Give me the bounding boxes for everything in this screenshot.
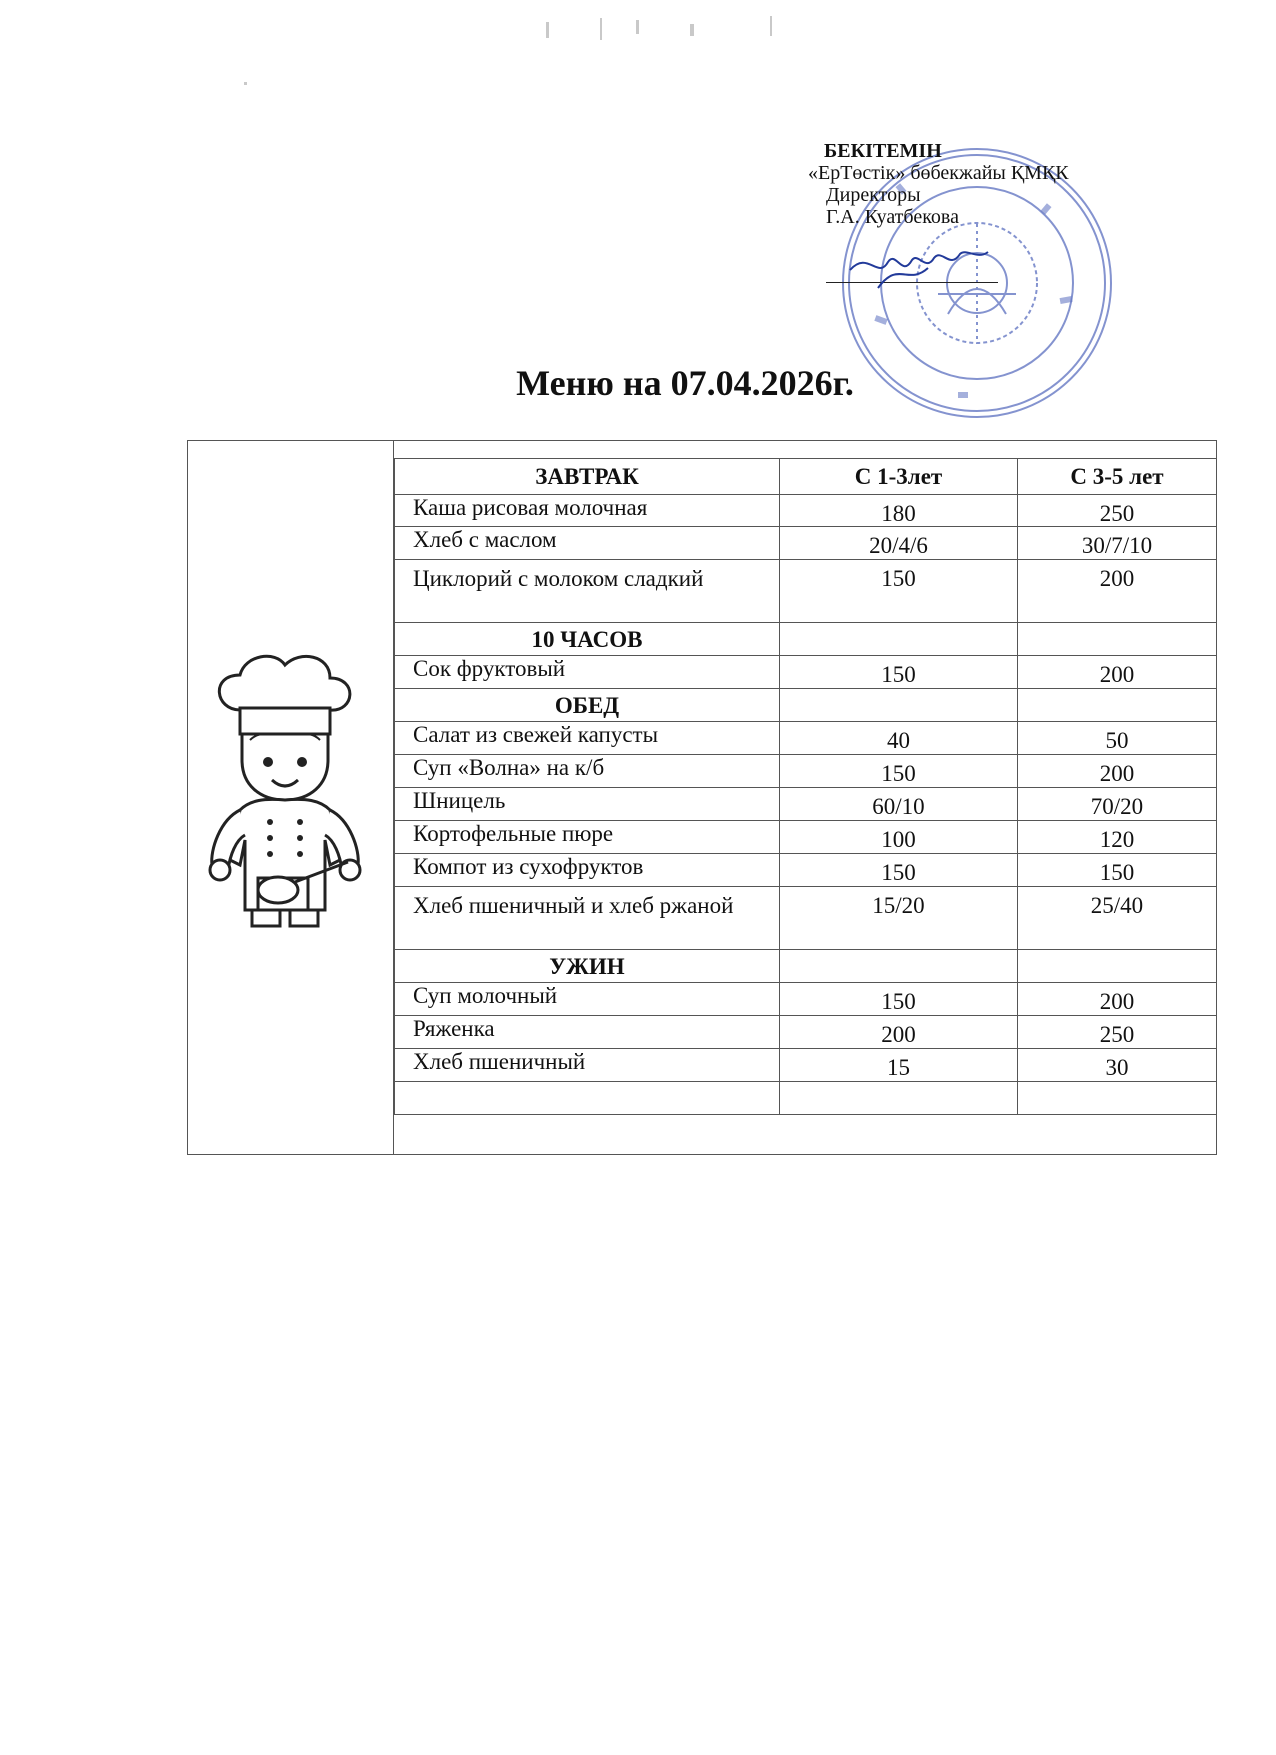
dish-name: Салат из свежей капусты xyxy=(395,722,780,755)
scan-noise xyxy=(546,22,549,38)
table-row xyxy=(395,788,1217,821)
qty-3-5: 200 xyxy=(1018,983,1217,1016)
header-meal: ЗАВТРАК xyxy=(395,459,780,495)
qty-1-3: 15/20 xyxy=(780,887,1018,950)
approval-name: Г.А. Куатбекова xyxy=(826,206,959,228)
chef-illustration xyxy=(200,650,370,930)
qty-3-5: 50 xyxy=(1018,722,1217,755)
empty-cell xyxy=(780,623,1018,656)
header-age-3-5: С 3-5 лет xyxy=(1018,459,1217,495)
table-row xyxy=(395,755,1217,788)
section-row xyxy=(395,689,1217,722)
dish-name: Хлеб пшеничный xyxy=(395,1049,780,1082)
dish-name: Каша рисовая молочная xyxy=(395,495,780,527)
section-title: ОБЕД xyxy=(395,689,780,722)
approval-organization: «ЕрТөстік» бөбекжайы ҚМҚК xyxy=(808,162,1069,184)
qty-3-5: 200 xyxy=(1018,656,1217,689)
qty-1-3 xyxy=(780,1082,1018,1115)
table-row xyxy=(395,722,1217,755)
header-age-1-3: С 1-3лет xyxy=(780,459,1018,495)
scan-noise xyxy=(600,18,602,40)
qty-1-3: 20/4/6 xyxy=(780,527,1018,560)
qty-1-3: 150 xyxy=(780,983,1018,1016)
dish-name: Кортофельные пюре xyxy=(395,821,780,854)
dish-name: Циклорий с молоком сладкий xyxy=(395,560,780,623)
qty-3-5: 70/20 xyxy=(1018,788,1217,821)
empty-cell xyxy=(780,689,1018,722)
qty-3-5 xyxy=(1018,1082,1217,1115)
table-row xyxy=(395,983,1217,1016)
qty-3-5: 250 xyxy=(1018,495,1217,527)
section-title: УЖИН xyxy=(395,950,780,983)
empty-cell xyxy=(1018,623,1217,656)
approval-block xyxy=(802,140,1172,228)
scan-noise xyxy=(636,20,639,34)
dish-name: Ряженка xyxy=(395,1016,780,1049)
qty-3-5: 30 xyxy=(1018,1049,1217,1082)
qty-1-3: 100 xyxy=(780,821,1018,854)
qty-1-3: 15 xyxy=(780,1049,1018,1082)
qty-3-5: 250 xyxy=(1018,1016,1217,1049)
scan-noise xyxy=(770,16,772,36)
table-row xyxy=(395,854,1217,887)
qty-3-5: 120 xyxy=(1018,821,1217,854)
dish-name: Суп молочный xyxy=(395,983,780,1016)
qty-1-3: 200 xyxy=(780,1016,1018,1049)
dish-name: Сок фруктовый xyxy=(395,656,780,689)
dish-name: Хлеб пшеничный и хлеб ржаной xyxy=(395,887,780,950)
dish-name: Шницель xyxy=(395,788,780,821)
dish-name xyxy=(395,1082,780,1115)
dish-name: Компот из сухофруктов xyxy=(395,854,780,887)
qty-1-3: 40 xyxy=(780,722,1018,755)
empty-cell xyxy=(1018,689,1217,722)
section-title: 10 ЧАСОВ xyxy=(395,623,780,656)
table-header-row xyxy=(395,459,1217,495)
table-row xyxy=(395,1082,1217,1115)
qty-1-3: 180 xyxy=(780,495,1018,527)
approval-title: БЕКІТЕМІН xyxy=(824,140,942,162)
scan-noise xyxy=(690,24,694,36)
qty-3-5: 30/7/10 xyxy=(1018,527,1217,560)
table-row xyxy=(395,495,1217,527)
qty-3-5: 150 xyxy=(1018,854,1217,887)
table-row xyxy=(395,1049,1217,1082)
table-row xyxy=(395,1016,1217,1049)
menu-table xyxy=(394,458,1217,1115)
qty-3-5: 200 xyxy=(1018,755,1217,788)
qty-1-3: 150 xyxy=(780,854,1018,887)
page-title: Меню на 07.04.2026г. xyxy=(516,363,854,403)
table-row xyxy=(395,821,1217,854)
qty-1-3: 150 xyxy=(780,656,1018,689)
table-row xyxy=(395,656,1217,689)
qty-1-3: 150 xyxy=(780,560,1018,623)
approval-position: Директоры xyxy=(826,184,921,206)
qty-3-5: 25/40 xyxy=(1018,887,1217,950)
empty-cell xyxy=(780,950,1018,983)
section-row xyxy=(395,623,1217,656)
dish-name: Суп «Волна» на к/б xyxy=(395,755,780,788)
qty-1-3: 150 xyxy=(780,755,1018,788)
empty-cell xyxy=(1018,950,1217,983)
table-row xyxy=(395,527,1217,560)
qty-1-3: 60/10 xyxy=(780,788,1018,821)
table-row xyxy=(395,887,1217,950)
qty-3-5: 200 xyxy=(1018,560,1217,623)
section-row xyxy=(395,950,1217,983)
dish-name: Хлеб с маслом xyxy=(395,527,780,560)
scan-noise xyxy=(244,82,247,85)
table-row xyxy=(395,560,1217,623)
signature xyxy=(838,240,998,296)
